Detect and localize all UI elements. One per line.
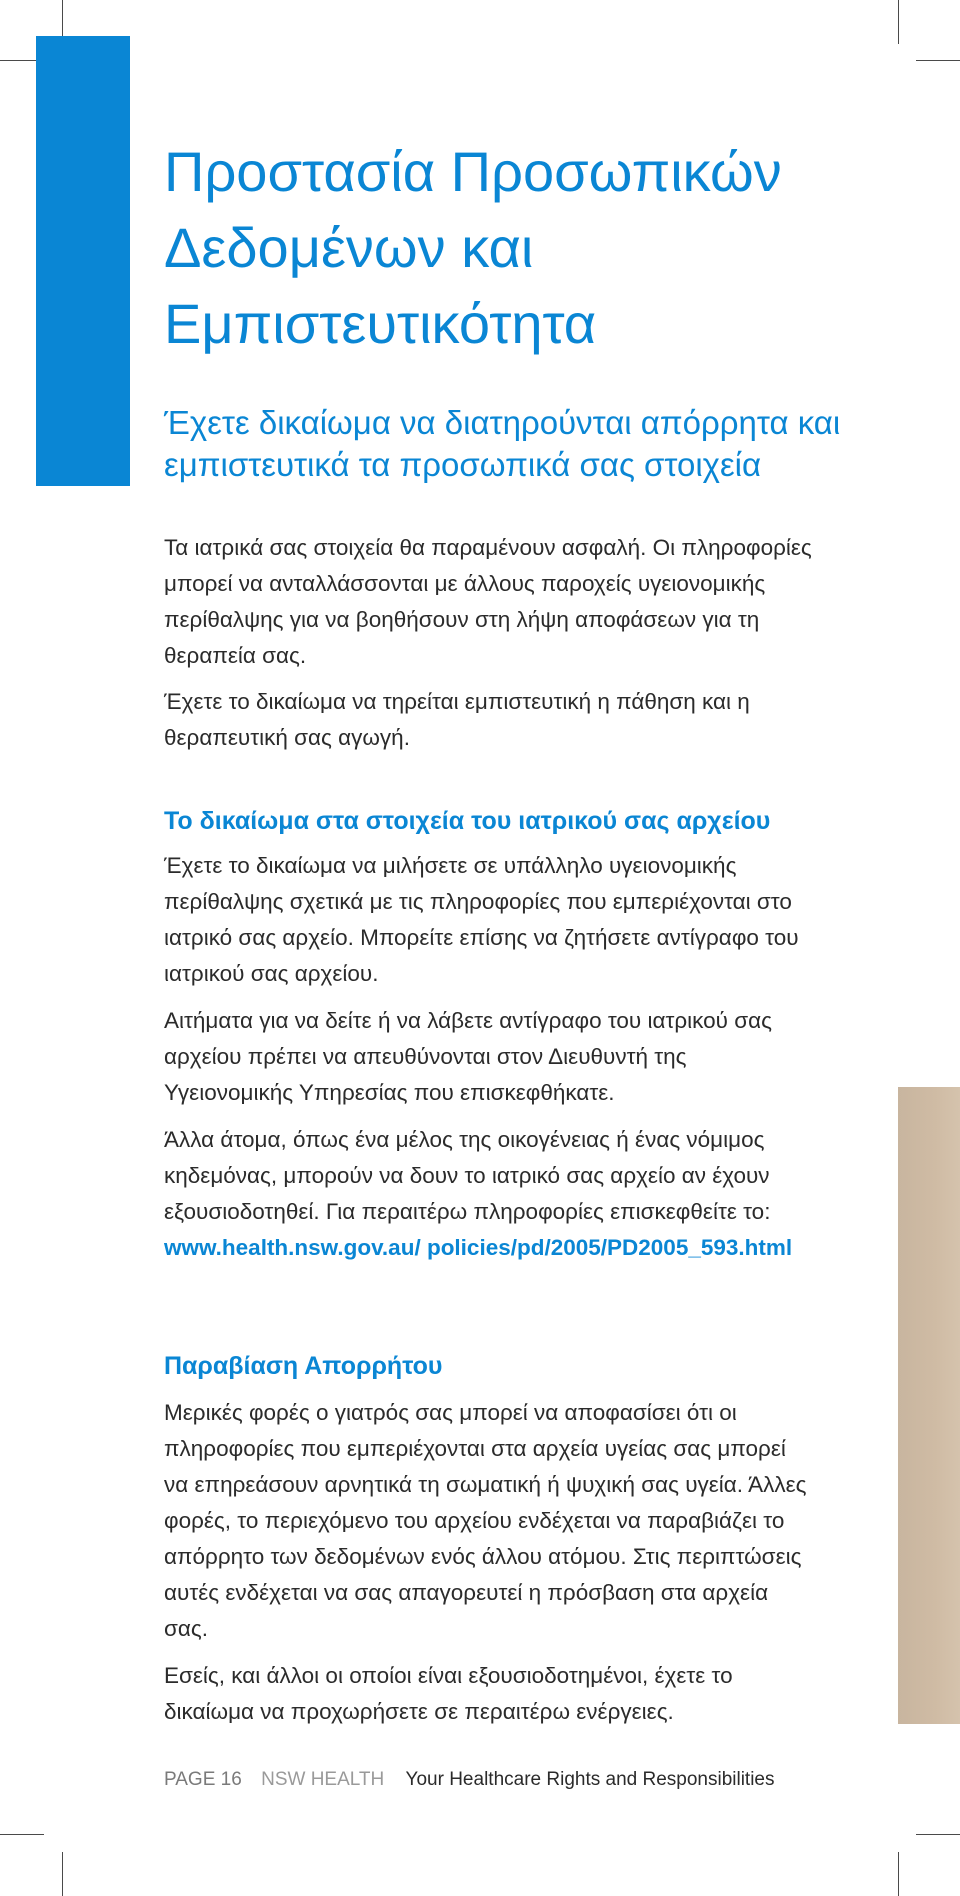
records-paragraph-1: Έχετε το δικαίωμα να μιλήσετε σε υπάλληλο υγειονομικής περίθαλψης σχετικά με τις πληροφορίες που εμπεριέχονται στο ιατρικό σας αρχείο. Μπορείτε επίσης να ζητήσετε αντίγραφο του ιατρικού σας αρχείου. — [164, 853, 799, 986]
intro-paragraph-1: Τα ιατρικά σας στοιχεία θα παραμένουν ασφαλή. Οι πληροφορίες μπορεί να ανταλλάσσονται με άλλους παροχείς υγειονομικής περίθαλψης για να βοηθήσουν στη λήψη αποφάσεων για τη θεραπεία σας. — [164, 535, 812, 668]
crop-mark-bottom-right-h — [916, 1834, 960, 1835]
breach-heading: Παραβίαση Απορρήτου — [164, 1352, 443, 1380]
footer-publication-title: Your Healthcare Rights and Responsibilities — [405, 1769, 775, 1790]
footer-page-number: PAGE 16 — [164, 1769, 242, 1790]
page-footer — [164, 1767, 775, 1793]
breach-paragraph-2: Εσείς, και άλλοι οι οποίοι είναι εξουσιοδοτημένοι, έχετε το δικαίωμα να προχωρήσετε σε περαιτέρω ενέργειες. — [164, 1663, 733, 1724]
adjacent-page-photo — [898, 1087, 960, 1724]
records-paragraph-2: Αιτήματα για να δείτε ή να λάβετε αντίγραφο του ιατρικού σας αρχείου πρέπει να απευθύνονται στον Διευθυντή της Υγειονομικής Υπηρεσίας που επισκεφθήκατε. — [164, 1008, 772, 1105]
footer-organization: NSW HEALTH — [261, 1769, 385, 1790]
page-subtitle: Έχετε δικαίωμα να διατηρούνται απόρρητα και εμπιστευτικά τα προσωπικά σας στοιχεία — [164, 404, 841, 483]
breach-paragraph-1: Μερικές φορές ο γιατρός σας μπορεί να αποφασίσει ότι οι πληροφορίες που εμπεριέχονται στα αρχεία υγείας σας μπορεί να επηρεάσουν αρνητικά τη σωματική ή ψυχική σας υγεία. Άλλες φορές, το περιεχόμενο του αρχείου ενδέχεται να παραβιάζει το απόρρητο των δεδομένων ενός άλλου ατόμου. Στις περιπτώσεις αυτές ενδέχεται να σας απαγορευτεί η πρόσβαση στα αρχεία σας. — [164, 1400, 807, 1641]
crop-mark-bottom-left-h — [0, 1834, 44, 1835]
accent-bar — [36, 36, 130, 486]
page-title: Προστασία Προσωπικών Δεδομένων και Εμπιστευτικότητα — [164, 140, 782, 355]
policy-link[interactable]: www.health.nsw.gov.au/ policies/pd/2005/PD2005_593.html — [164, 1235, 793, 1260]
crop-mark-top-right-h — [916, 60, 960, 61]
crop-mark-bottom-left — [62, 1852, 63, 1896]
intro-paragraph-2: Έχετε το δικαίωμα να τηρείται εμπιστευτική η πάθηση και η θεραπευτική σας αγωγή. — [164, 689, 750, 750]
records-paragraph-3-text: Άλλα άτομα, όπως ένα μέλος της οικογένειας ή ένας νόμιμος κηδεμόνας, μπορούν να δουν το ιατρικό σας αρχείο αν έχουν εξουσιοδοτηθεί. Για περαιτέρω πληροφορίες επισκεφθείτε το: — [164, 1127, 771, 1224]
crop-mark-bottom-right — [898, 1852, 899, 1896]
records-heading: Το δικαίωμα στα στοιχεία του ιατρικού σας αρχείου — [164, 807, 771, 835]
crop-mark-top-right — [898, 0, 899, 44]
records-paragraph-3 — [164, 1122, 814, 1266]
